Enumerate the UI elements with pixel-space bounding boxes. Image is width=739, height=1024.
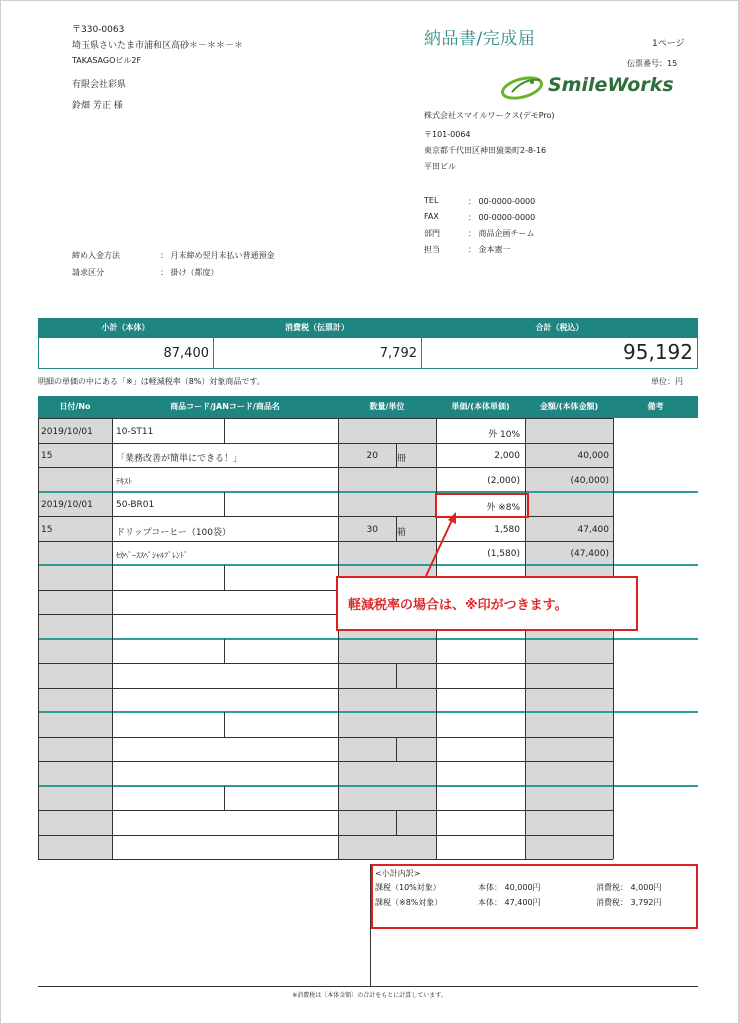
summary-header-subtotal: 小計（本体）: [101, 323, 150, 332]
gray-cell-amount: [525, 712, 613, 737]
item2-base-price: (1,580): [487, 549, 520, 559]
gray-cell-amount: [525, 418, 613, 443]
col-remarks: 備考: [647, 402, 664, 411]
gray-cell-qty: [338, 712, 436, 737]
billing-type-label: 請求区分: [72, 268, 104, 277]
unit-divider: [396, 737, 397, 762]
gray-cell-date: [38, 737, 112, 762]
item1-code: 10-ST11: [116, 427, 154, 437]
gray-cell-qty: [338, 418, 436, 443]
item1-name: 「業務改善が簡単にできる！」: [116, 454, 243, 464]
gray-cell-date: [38, 663, 112, 688]
item2-base-amount: (47,400): [570, 549, 609, 559]
gray-cell-date: [38, 565, 112, 590]
gray-cell-date: [38, 688, 112, 713]
recipient-company: 有限会社彩県: [72, 80, 127, 90]
item1-amount: 40,000: [577, 451, 609, 461]
gray-cell-date: [38, 467, 112, 492]
staff-value: ： 金本憲一: [468, 245, 511, 254]
subtotal-value: 87,400: [163, 346, 209, 361]
recipient-postal: 〒330-0063: [72, 25, 125, 35]
summary-header-tax: 消費税（伝票計）: [285, 323, 349, 332]
breakdown-row1-label: 課税（10%対象）: [375, 883, 441, 892]
page-number: 1ページ: [652, 39, 685, 49]
code-divider: [224, 712, 225, 737]
code-divider: [224, 565, 225, 590]
tel-value: ： 00-0000-0000: [468, 197, 536, 206]
footer-note: ※消費税は〔本体金額〕の合計をもとに計算しています。: [292, 992, 447, 999]
gray-cell-date: [38, 590, 112, 615]
gray-cell-qty: [338, 688, 436, 713]
code-divider: [224, 639, 225, 664]
recipient-person: 鈴畑 芳正 様: [72, 101, 123, 111]
row-line: [38, 737, 613, 738]
fax-label: FAX: [424, 212, 439, 221]
breakdown-row2-tax: 消費税： 3,792円: [596, 898, 662, 907]
fax-value: ： 00-0000-0000: [468, 213, 536, 222]
item2-desc: ｾｶﾍﾞｰｽｽﾍﾟｼｬﾙﾌﾞﾚﾝﾄﾞ: [116, 551, 188, 560]
gray-cell-date: [38, 810, 112, 835]
row-line: [38, 443, 613, 444]
breakdown-row1-base: 本体： 40,000円: [478, 883, 541, 892]
gray-cell-amount: [525, 737, 613, 762]
dept-value: ： 商品企画チーム: [468, 229, 535, 238]
col-product: 商品コード/JANコード/商品名: [170, 402, 280, 411]
callout-arrow-icon: [420, 510, 460, 580]
item1-tax-type: 外 10%: [488, 430, 520, 440]
gray-cell-qty: [338, 639, 436, 664]
unit-note: 単位：円: [651, 377, 683, 386]
billing-method-label: 締め入金方法: [72, 251, 120, 260]
gray-cell-qty: [338, 663, 436, 688]
leaf-logo-icon: [500, 72, 550, 100]
column-line: [338, 418, 339, 859]
gray-cell-amount: [525, 786, 613, 811]
item1-base-amount: (40,000): [570, 476, 609, 486]
smileworks-logo: [500, 72, 690, 102]
gray-cell-qty: [338, 835, 436, 860]
row-line: [38, 835, 613, 836]
item1-qty: 20: [366, 451, 378, 461]
reduced-rate-callout: 軽減税率の場合は、※印がつきます。: [336, 576, 638, 631]
column-line: [525, 418, 526, 859]
slip-number: 伝票番号：15: [627, 59, 678, 68]
sender-building: 平田ビル: [424, 162, 456, 171]
breakdown-row2-label: 課税（※8%対象）: [375, 898, 443, 907]
row-line: [38, 810, 613, 811]
item1-price: 2,000: [494, 451, 520, 461]
gray-cell-amount: [525, 492, 613, 517]
group-separator: [38, 638, 698, 640]
row-line: [38, 663, 613, 664]
summary-header-total: 合計（税込）: [535, 323, 584, 332]
unit-divider: [396, 810, 397, 835]
col-qty-unit: 数量/単位: [369, 402, 405, 411]
column-line: [112, 418, 113, 859]
dept-label: 部門: [424, 229, 440, 238]
gray-cell-date: [38, 639, 112, 664]
bottom-divider: [370, 864, 371, 986]
col-price: 単価/(本体単価): [451, 402, 510, 411]
row-line: [38, 467, 613, 468]
item1-base-price: (2,000): [487, 476, 520, 486]
item2-name: ドリップコーヒー（100袋）: [116, 528, 232, 538]
row-line: [38, 418, 613, 419]
item2-no: 15: [41, 525, 53, 535]
logo-text: SmileWorks: [548, 74, 674, 96]
column-line: [38, 418, 39, 859]
item1-unit: 冊: [397, 454, 407, 464]
col-amount: 金額/(本体金額): [539, 402, 599, 411]
group-separator: [38, 564, 698, 566]
item2-price: 1,580: [494, 525, 520, 535]
footer-line: [38, 986, 698, 987]
gray-cell-qty: [338, 786, 436, 811]
group-separator: [38, 491, 698, 493]
col-date-no: 日付/No: [59, 402, 91, 411]
gray-cell-date: [38, 712, 112, 737]
billing-type-value: ： 掛け（都度）: [160, 268, 219, 277]
gray-cell-qty: [338, 810, 436, 835]
sender-postal: 〒101-0064: [424, 130, 471, 139]
gray-cell-amount: [525, 663, 613, 688]
sender-company: 株式会社スマイルワークス(デモPro): [424, 111, 555, 120]
gray-cell-amount: [525, 688, 613, 713]
billing-method-value: ： 月末締め翌月末払い普通預金: [160, 251, 275, 260]
item2-unit: 箱: [397, 528, 407, 538]
gray-cell-date: [38, 835, 112, 860]
code-divider: [224, 418, 225, 443]
code-divider: [224, 786, 225, 811]
gray-cell-date: [38, 761, 112, 786]
gray-cell-date: [38, 541, 112, 566]
item1-no: 15: [41, 451, 53, 461]
gray-cell-amount: [525, 810, 613, 835]
column-line: [436, 418, 437, 859]
row-line: [38, 541, 613, 542]
row-line: [38, 761, 613, 762]
item2-code: 50-BR01: [116, 500, 155, 510]
row-line: [38, 859, 613, 860]
item2-amount: 47,400: [577, 525, 609, 535]
gray-cell-qty: [338, 737, 436, 762]
gray-cell-qty: [338, 467, 436, 492]
breakdown-row2-base: 本体： 47,400円: [478, 898, 541, 907]
item1-desc: ﾃｷｽﾄ: [116, 477, 132, 486]
breakdown-title: <小計内訳>: [375, 869, 421, 878]
group-separator: [38, 711, 698, 713]
document-title: 納品書/完成届: [424, 29, 536, 49]
group-separator: [38, 785, 698, 787]
code-divider: [224, 492, 225, 517]
column-line: [613, 418, 614, 859]
sender-address: 東京都千代田区神田猿楽町2-8-16: [424, 146, 547, 155]
item2-date: 2019/10/01: [41, 500, 93, 510]
gray-cell-amount: [525, 639, 613, 664]
total-value: 95,192: [623, 340, 693, 364]
unit-divider: [396, 663, 397, 688]
tax-value: 7,792: [379, 346, 417, 361]
item1-date: 2019/10/01: [41, 427, 93, 437]
item2-tax-type: 外 ※8%: [486, 503, 520, 513]
staff-label: 担当: [424, 245, 440, 254]
tel-label: TEL: [424, 196, 439, 205]
breakdown-highlight: [371, 864, 698, 929]
gray-cell-qty: [338, 761, 436, 786]
recipient-building: TAKASAGOビル2F: [72, 56, 142, 65]
gray-cell-date: [38, 614, 112, 639]
breakdown-row1-tax: 消費税： 4,000円: [596, 883, 662, 892]
item2-qty: 30: [366, 525, 378, 535]
gray-cell-date: [38, 786, 112, 811]
gray-cell-amount: [525, 835, 613, 860]
recipient-address: 埼玉県さいたま市浦和区高砂＊－＊＊－＊: [72, 41, 244, 51]
gray-cell-amount: [525, 761, 613, 786]
reduced-tax-note: 明細の単価の中にある「※」は軽減税率（8%）対象商品です。: [38, 377, 265, 386]
row-line: [38, 688, 613, 689]
